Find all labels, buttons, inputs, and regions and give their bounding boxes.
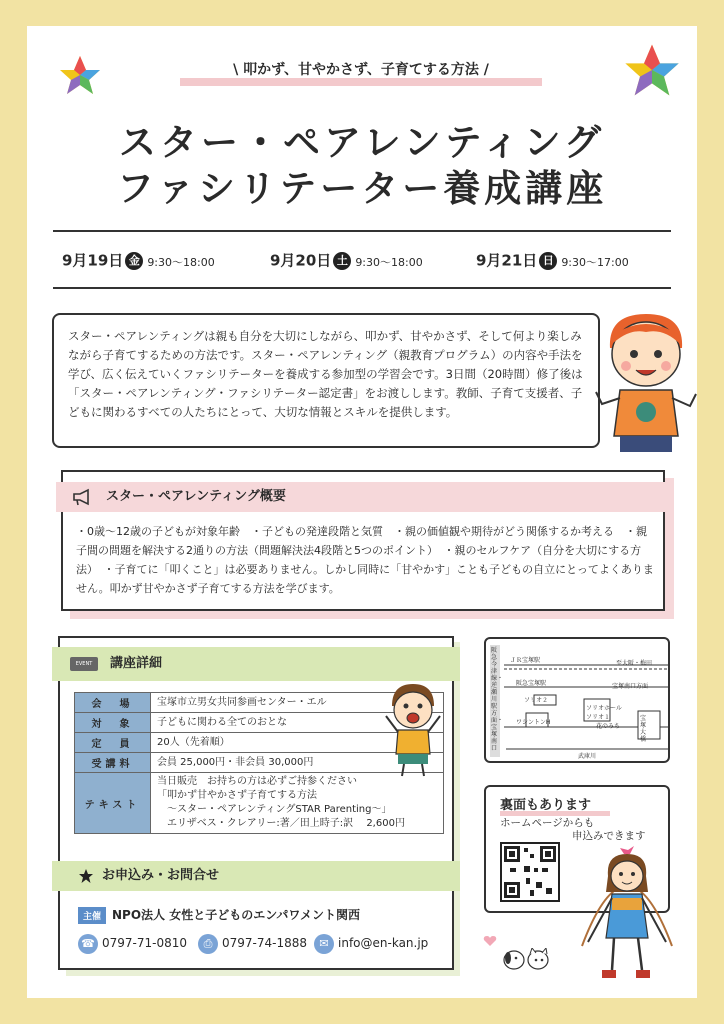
map-hana: 花のみち (596, 723, 621, 730)
day-badge: 金 (125, 252, 143, 270)
map-ohashi: 宝塚大橋 (640, 715, 647, 743)
event-icon: EVENT (70, 657, 98, 671)
star-logo-right-icon (622, 42, 682, 98)
map-west: ワシントンH (516, 719, 551, 726)
date-3: 9月21日 日 9:30～17:00 (476, 251, 629, 270)
overview-heading: スター・ペアレンティング概要 (56, 482, 672, 512)
table-row: 対 象 子どもに関わる全てのおとな (75, 713, 444, 733)
star-icon (78, 868, 94, 884)
dog-icon (500, 948, 556, 972)
map-sorio1: ソリオ１ (586, 714, 610, 721)
organizer: 主催 NPO法人 女性と子どものエンパワメント関西 (78, 906, 360, 924)
title-line-1: スター・ペアレンティング (119, 121, 605, 164)
megaphone-icon (72, 488, 92, 506)
title-line-2: ファシリテーター養成講座 (116, 167, 608, 210)
map-road-label: 阪急今津線・逆瀬川駅方面・宝塚南口 (491, 647, 504, 752)
backside-title: 裏面もあります (500, 798, 592, 813)
mail-icon: ✉ (314, 934, 334, 954)
day-badge: 日 (539, 252, 557, 270)
qr-code[interactable] (500, 842, 560, 902)
tagline-text: \ 叩かず、甘やかさず、子育てする方法 / (233, 62, 489, 78)
day-badge: 土 (333, 252, 351, 270)
access-map (484, 637, 670, 763)
tagline (180, 58, 542, 88)
star-logo-left-icon (58, 54, 102, 96)
fax-contact[interactable]: ⎙ 0797-74-1888 (198, 933, 307, 954)
boy-illustration (590, 308, 702, 454)
shouting-boy-illustration (382, 682, 444, 778)
contact-heading: お申込み・お問合せ (52, 861, 460, 891)
organizer-badge: 主催 (78, 907, 106, 924)
table-row: 会 場 宝塚市立男女共同参画センター・エル (75, 693, 444, 713)
heart-icon (483, 935, 497, 947)
map-jr: ＪＲ宝塚駅 (510, 657, 541, 664)
date-1: 9月19日 金 9:30～18:00 (62, 251, 215, 270)
table-row: 受講料 会員 25,000円・非会員 30,000円 (75, 753, 444, 773)
girl-jump-rope-illustration (572, 846, 682, 992)
map-sorio-hall: ソリオホール (586, 705, 622, 712)
divider-bottom (53, 287, 671, 289)
map-osaka: 至大阪・梅田 (616, 660, 653, 667)
overview-body: ・0歳～12歳の子どもが対象年齢 ・子どもの発達段階と気質 ・親の価値観や期待がどう関係するか考える ・親子間の問題を解決する2通りの方法（問題解決法4段階と5つのポイント） ・親のセルフケア（自分を大切にする方法） ・子育てに「叩くこと」は必要ありません。しかし同時に「甘やかす」ことも子どもの自立にとってよくありません。叩かず甘やかさず子育てする方法を学びます。 (76, 525, 654, 595)
date-2: 9月20日 土 9:30～18:00 (270, 251, 423, 270)
map-bridge: 武庫川 (578, 753, 597, 760)
fax-icon: ⎙ (198, 934, 218, 954)
intro-text: スター・ペアレンティングは親も自分を大切にしながら、叩かず、甘やかさず、そして何より楽しみながら子育てするための方法です。スター・ペアレンティング（親教育プログラム）の内容や手法を学び、広く伝えていくファシリテーターを養成する参加型の学習会です。3日間（20時間）修了後は「スター・ペアレンティング・ファシリテーター認定書」をお渡しします。教師、子育て支援者、子どもに関わるすべての人たちにとって、大切な情報とスキルを提供します。 (52, 313, 600, 448)
phone-contact[interactable]: ☎ 0797-71-0810 (78, 933, 187, 954)
map-hankyu: 阪急宝塚駅 (516, 680, 547, 687)
table-row: 定 員 20人（先着順） (75, 733, 444, 753)
details-heading: 講座詳細 (52, 647, 460, 681)
map-bus: 宝塚南口方面 (612, 683, 649, 690)
map-sorio2: ソリオ２ (524, 697, 548, 704)
backside-text: ホームページからも 申込みできます (500, 817, 646, 842)
phone-icon: ☎ (78, 934, 98, 954)
table-row: テキスト 当日販売 お持ちの方は必ずご持参ください 「叩かず甘やかさず子育てする方法 ～スター・ペアレンティングSTAR Parenting～」 エリザベス・クレアリー:著／田上時子:訳 2,600円 (75, 773, 444, 834)
email-contact[interactable]: ✉ info@en-kan.jp (314, 933, 428, 954)
divider-top (53, 230, 671, 232)
